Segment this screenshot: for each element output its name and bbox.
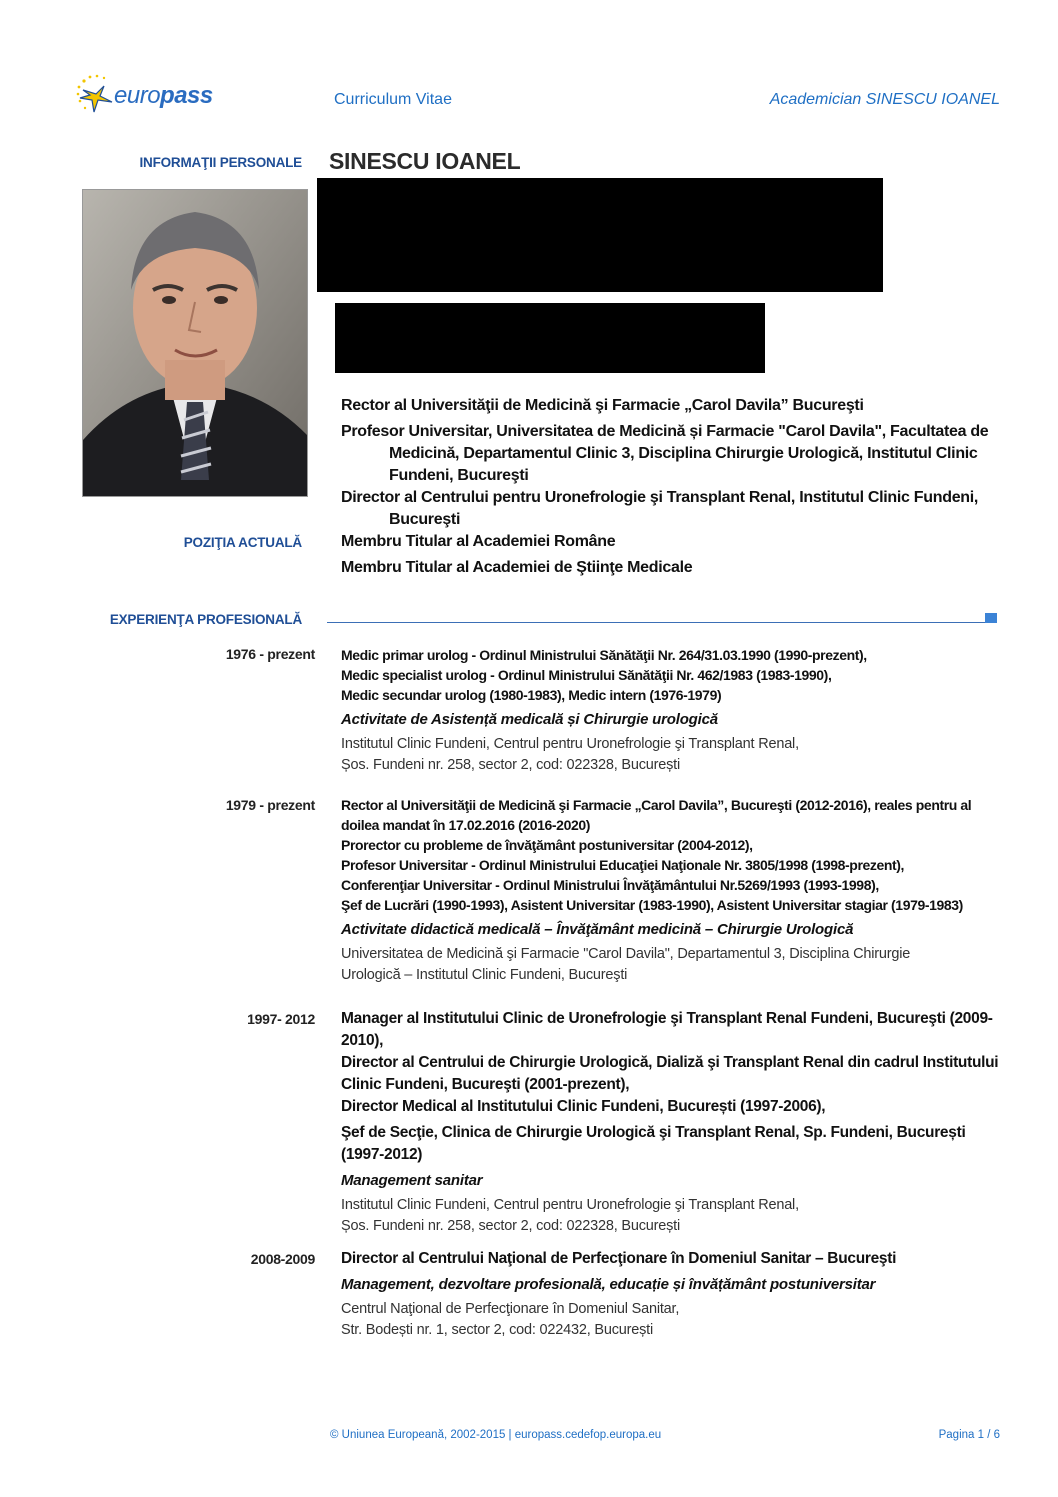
experience-title: Director Medical al Institutului Clinic Fundeni, București (1997-2006), xyxy=(341,1098,826,1115)
position-line: Profesor Universitar, Universitatea de Medicină și Farmacie "Carol Davila", Facultatea de Medicină, Departamentul Clinic 3, Disciplina Chirurgie Urologică, Institutul Clinic Fundeni, Bucureşti xyxy=(341,423,989,484)
experience-entry xyxy=(341,795,1011,986)
experience-entry xyxy=(341,1248,1006,1341)
position-line: Director al Centrului pentru Uronefrologie şi Transplant Renal, Institutul Clinic Fundeni, Bucureşti xyxy=(341,489,979,528)
document-type: Curriculum Vitae xyxy=(334,91,452,108)
experience-employer: Institutul Clinic Fundeni, Centrul pentru Uronefrologie şi Transplant Renal, Șos. Fundeni nr. 258, sector 2, cod: 022328, București xyxy=(341,736,799,773)
experience-title: Prorector cu probleme de învăţământ postuniversitar (2004-2012), xyxy=(341,837,753,853)
profile-photo xyxy=(82,189,308,497)
current-position-list xyxy=(341,395,1011,579)
footer-page-number: Pagina 1 / 6 xyxy=(938,1429,1000,1441)
experience-employer: Institutul Clinic Fundeni, Centrul pentru Uronefrologie şi Transplant Renal, Șos. Fundeni nr. 258, sector 2, cod: 022328, București xyxy=(341,1197,799,1234)
experience-dates: 1979 - prezent xyxy=(225,797,315,813)
experience-employer: Centrul Naţional de Perfecţionare în Domeniul Sanitar, Str. Bodești nr. 1, sector 2, cod: 022432, București xyxy=(341,1301,680,1338)
experience-label: EXPERIENŢA PROFESIONALĂ xyxy=(109,612,302,627)
experience-title: Medic primar urolog - Ordinul Ministrului Sănătăţii Nr. 264/31.03.1990 (1990-prezent), xyxy=(341,647,867,663)
position-line: Membru Titular al Academiei Române xyxy=(341,533,616,550)
experience-title: 2010), xyxy=(341,1032,384,1049)
experience-title: Medic specialist urolog - Ordinul Ministrului Sănătăţii Nr. 462/1983 (1983-1990), xyxy=(341,667,832,683)
experience-title: doilea mandat în 17.02.2016 (2016-2020) xyxy=(341,817,590,833)
personal-info-label: INFORMAŢII PERSONALE xyxy=(139,155,302,170)
footer-copyright: © Uniunea Europeană, 2002-2015 | europass.cedefop.europa.eu xyxy=(330,1429,662,1441)
experience-title: Rector al Universităţii de Medicină şi Farmacie „Carol Davila”, Bucureşti (2012-2016), reales pentru al xyxy=(341,797,972,813)
current-position-label: POZIŢIA ACTUALĂ xyxy=(183,535,302,550)
position-line: Membru Titular al Academiei de Ştiinţe Medicale xyxy=(341,559,693,576)
experience-title: Director al Centrului de Chirurgie Urologică, Dializă şi Transplant Renal din cadrul Institutului xyxy=(341,1054,999,1071)
redacted-contact-block-2 xyxy=(335,303,765,373)
section-divider-marker xyxy=(985,613,997,623)
experience-sector: Management sanitar xyxy=(341,1172,483,1189)
experience-title: Director al Centrului Naţional de Perfecţionare în Domeniul Sanitar – Bucureşti xyxy=(341,1250,897,1267)
header-person-title: Academician SINESCU IOANEL xyxy=(769,91,1000,108)
redacted-contact-block xyxy=(317,178,883,292)
experience-sector: Activitate didactică medicală – Învăţământ medicină – Chirurgie Urologică xyxy=(341,921,854,938)
experience-dates: 1976 - prezent xyxy=(225,646,315,662)
experience-title: Conferenţiar Universitar - Ordinul Ministrului Învăţământului Nr.5269/1993 (1993-1998), xyxy=(341,877,879,893)
experience-sector: Management, dezvoltare profesională, educație și învățământ postuniversitar xyxy=(341,1276,876,1293)
experience-sector: Activitate de Asistență medicală și Chirurgie urologică xyxy=(341,711,718,728)
europass-logo xyxy=(74,72,224,120)
experience-title: Medic secundar urolog (1980-1983), Medic intern (1976-1979) xyxy=(341,687,722,703)
position-line: Rector al Universităţii de Medicină şi Farmacie „Carol Davila” Bucureşti xyxy=(341,397,864,414)
experience-title: (1997-2012) xyxy=(341,1146,423,1163)
person-name: SINESCU IOANEL xyxy=(329,148,521,174)
experience-entry xyxy=(341,1008,1001,1237)
experience-dates: 1997- 2012 xyxy=(247,1011,315,1027)
experience-title: Profesor Universitar - Ordinul Ministrului Educaţiei Naţionale Nr. 3805/1998 (1998-prezent), xyxy=(341,857,905,873)
experience-dates: 2008-2009 xyxy=(250,1251,315,1267)
section-divider xyxy=(327,622,985,623)
experience-title: Şef de Secţie, Clinica de Chirurgie Urologică şi Transplant Renal, Sp. Fundeni, București xyxy=(341,1124,966,1141)
experience-title: Şef de Lucrări (1990-1993), Asistent Universitar (1983-1990), Asistent Universitar stagiar (1979-1983) xyxy=(341,897,963,913)
experience-employer: Universitatea de Medicină şi Farmacie "Carol Davila", Departamentul 3, Disciplina Chirurgie Urologică – Institutul Clinic Fundeni, Bucureşti xyxy=(341,946,911,983)
logo-text-pass: pass xyxy=(160,82,213,109)
experience-title: Manager al Institutului Clinic de Uronefrologie şi Transplant Renal Fundeni, Bucureşti (2009- xyxy=(341,1010,993,1027)
experience-title: Clinic Fundeni, Bucureşti (2001-prezent), xyxy=(341,1076,630,1093)
logo-text-euro: euro xyxy=(114,82,161,109)
experience-entry xyxy=(341,645,1006,776)
